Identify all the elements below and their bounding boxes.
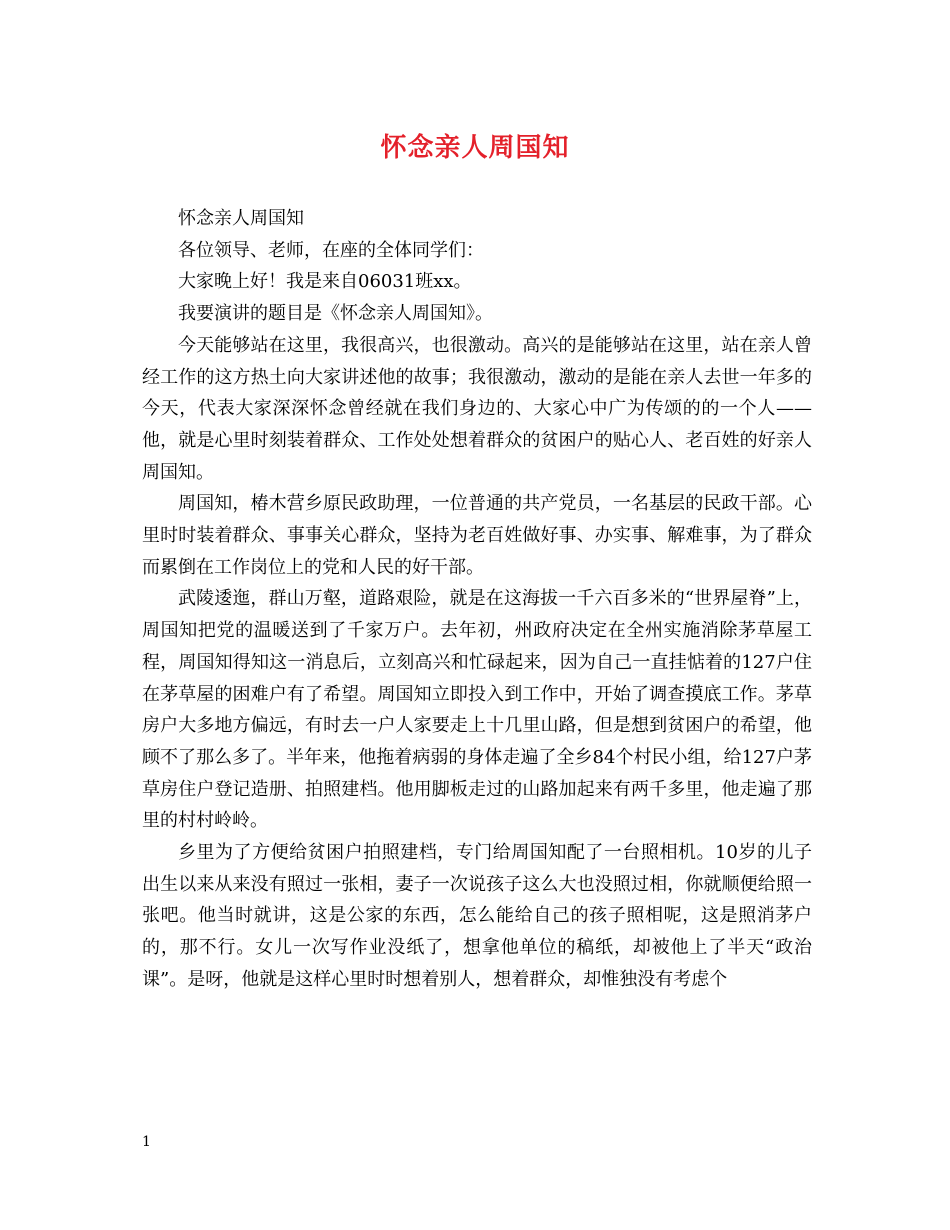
paragraph: 武陵逶迤，群山万壑，道路艰险，就是在这海拔一千六百多米的“世界屋脊”上，周国知把党的温暖送到了千家万户。去年初，州政府决定在全州实施消除茅草屋工程，周国知得知这一消息后，立刻高兴和忙碌起来，因为自己一直挂惦着的127户住在茅草屋的困难户有了希望。周国知立即投入到工作中，开始了调查摸底工作。茅草房户大多地方偏远，有时去一户人家要走上十几里山路，但是想到贫困户的希望，他顾不了那么多了。半年来，他拖着病弱的身体走遍了全乡84个村民小组，给127户茅草房住户登记造册、拍照建档。他用脚板走过的山路加起来有两千多里，他走遍了那里的村村岭岭。 [142, 588, 812, 832]
paragraph-salutation: 各位领导、老师，在座的全体同学们： [178, 239, 484, 261]
paragraph-heading: 怀念亲人周国知 [178, 208, 304, 229]
document-title: 怀念亲人周国知 [380, 133, 570, 163]
document-body [142, 203, 812, 996]
paragraph: 周国知，椿木营乡原民政助理，一位普通的共产党员，一名基层的民政干部。心里时时装着群众、事事关心群众，坚持为老百姓做好事、办实事、解难事，为了群众而累倒在工作岗位上的党和人民的好干部。 [142, 493, 812, 578]
page-number: 1 [142, 1134, 151, 1150]
paragraph: 乡里为了方便给贫困户拍照建档，专门给周国知配了一台照相机。10岁的儿子出生以来从来没有照过一张相，妻子一次说孩子这么大也没照过相，你就顺便给照一张吧。他当时就讲，这是公家的东西，怎么能给自己的孩子照相呢，这是照消茅户的，那不行。女儿一次写作业没纸了，想拿他单位的稿纸，却被他上了半天“政治课”。是呀，他就是这样心里时时想着别人，想着群众，却惟独没有考虑个 [142, 842, 812, 990]
paragraph: 今天能够站在这里，我很高兴，也很激动。高兴的是能够站在这里，站在亲人曾经工作的这方热土向大家讲述他的故事；我很激动，激动的是能在亲人去世一年多的今天，代表大家深深怀念曾经就在我们身边的、大家心中广为传颂的的一个人——他，就是心里时刻装着群众、工作处处想着群众的贫困户的贴心人、老百姓的好亲人周国知。 [142, 334, 812, 483]
paragraph-topic: 我要演讲的题目是《怀念亲人周国知》。 [178, 303, 493, 325]
paragraph-greeting: 大家晚上好！我是来自06031班xx。 [178, 271, 472, 293]
